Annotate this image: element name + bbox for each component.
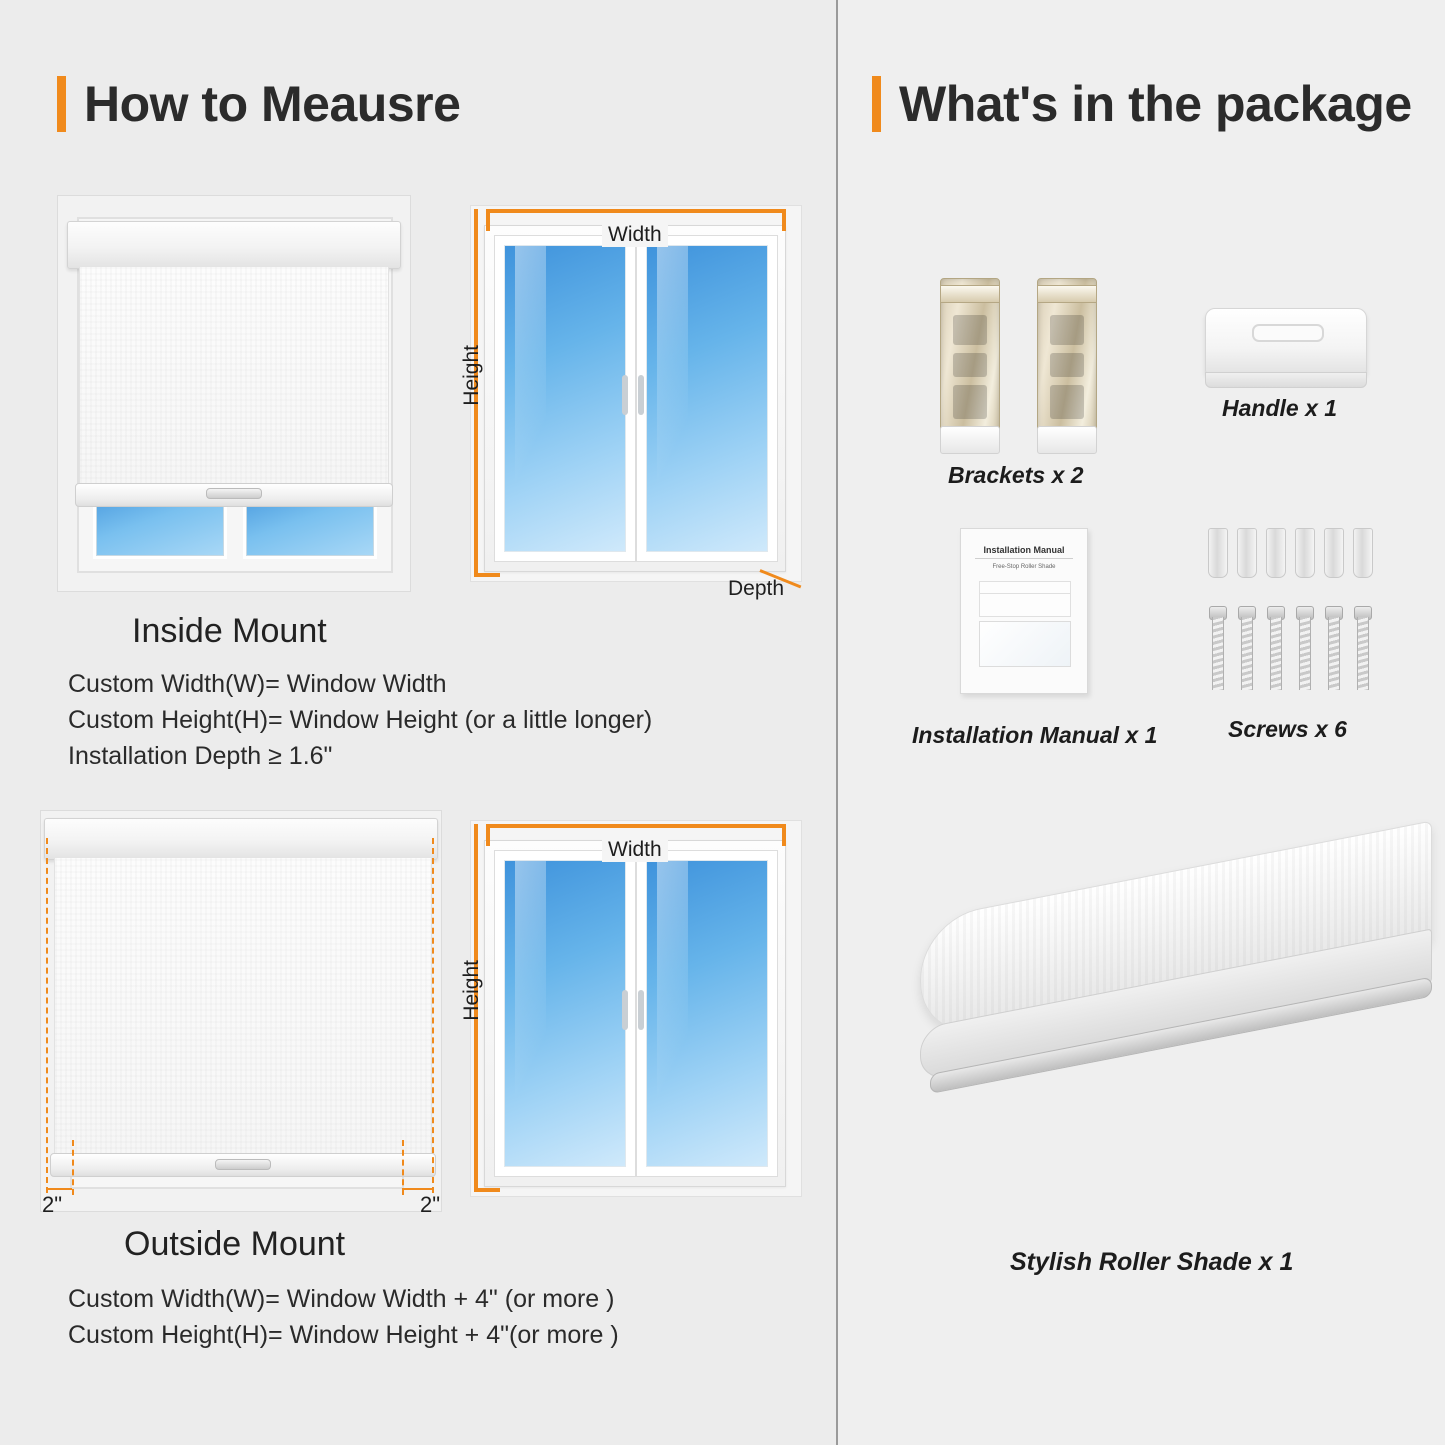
wall-anchor-5 <box>1324 528 1344 578</box>
width-label: Width <box>602 223 668 247</box>
bracket-2 <box>1037 278 1097 445</box>
screw-shaft <box>1270 617 1282 690</box>
screw-shaft <box>1328 617 1340 690</box>
manual-cover-title: Installation Manual <box>975 545 1073 559</box>
manual-row-2 <box>979 593 1071 617</box>
wall-anchor-4 <box>1295 528 1315 578</box>
bracket-1 <box>940 278 1000 445</box>
width-tick-left-2 <box>486 824 490 846</box>
handle-grip-icon <box>1252 324 1324 342</box>
bracket-slot-upper <box>953 315 987 345</box>
overhang-arrow-left <box>46 1188 72 1190</box>
height-label-2: Height <box>460 960 483 1021</box>
inside-mount-spec-1: Custom Height(H)= Window Height (or a little longer) <box>68 706 653 734</box>
panel-divider <box>836 0 838 1445</box>
page-title-how-to-measure <box>57 75 460 133</box>
width-dimension-line-2 <box>486 824 786 828</box>
height-tick-bottom-2 <box>474 1188 500 1192</box>
heading-text: How to Meausre <box>84 76 461 132</box>
width-tick-right-2 <box>782 824 786 846</box>
inside-mount-spec-2: Installation Depth ≥ 1.6" <box>68 742 333 770</box>
manual-cover-subtitle: Free-Stop Roller Shade <box>992 564 1056 570</box>
width-tick-right <box>782 209 786 231</box>
diagram-pane-right <box>646 245 768 552</box>
manual-cover-image <box>979 621 1071 667</box>
bracket-base-1 <box>940 426 1000 454</box>
overhang-label-left: 2" <box>42 1192 63 1217</box>
accent-bar-icon <box>57 76 66 132</box>
depth-label: Depth <box>728 577 785 600</box>
diagram-pane-left-2 <box>504 860 626 1167</box>
outside-mount-measure-diagram <box>460 810 810 1210</box>
wall-anchor-6 <box>1353 528 1373 578</box>
overhang-arrow-right <box>402 1188 432 1190</box>
window-edge-guide-left <box>72 1140 74 1195</box>
shade-pull-handle <box>206 488 262 499</box>
height-tick-bottom <box>474 573 500 577</box>
handle-base <box>1205 372 1367 388</box>
shade-headrail-outside <box>44 818 438 860</box>
heading-text-2: What's in the package <box>899 76 1412 132</box>
bracket-slot-upper-2 <box>1050 315 1084 345</box>
diagram-window-handle-left <box>622 375 628 415</box>
screw-shaft <box>1212 617 1224 690</box>
brackets-caption: Brackets x 2 <box>948 462 1084 488</box>
width-dimension-line <box>486 209 786 213</box>
shade-fabric-outside <box>54 858 432 1155</box>
screw-3 <box>1267 606 1283 690</box>
shade-fabric <box>79 267 389 485</box>
brackets-group <box>940 278 1115 448</box>
wall-anchor-2 <box>1237 528 1257 578</box>
bracket-slot-mid-2 <box>1050 353 1084 377</box>
handle-part <box>1205 308 1367 376</box>
width-tick-left <box>486 209 490 231</box>
overhang-guide-left <box>46 838 48 1193</box>
shade-pull-handle-outside <box>215 1159 271 1170</box>
bracket-slot-lower-2 <box>1050 385 1084 419</box>
height-label: Height <box>460 345 483 406</box>
screw-2 <box>1238 606 1254 690</box>
overhang-label-right: 2" <box>420 1192 441 1217</box>
screw-1 <box>1209 606 1225 690</box>
diagram-pane-left <box>504 245 626 552</box>
diagram-window-handle-right-2 <box>638 990 644 1030</box>
roller-shade-caption: Stylish Roller Shade x 1 <box>1010 1248 1294 1276</box>
outside-mount-shade-illustration <box>40 810 440 1210</box>
screw-6 <box>1354 606 1370 690</box>
screw-5 <box>1325 606 1341 690</box>
diagram-window-handle-right <box>638 375 644 415</box>
handle-caption: Handle x 1 <box>1222 395 1338 421</box>
wall-anchor-1 <box>1208 528 1228 578</box>
width-label-2: Width <box>602 838 668 862</box>
bracket-clip-top-2 <box>1037 285 1097 303</box>
wall-anchor-3 <box>1266 528 1286 578</box>
bracket-slot-mid <box>953 353 987 377</box>
inside-mount-shade-illustration <box>57 195 409 590</box>
roller-shade-product <box>900 880 1440 1210</box>
window-edge-guide-right <box>402 1140 404 1195</box>
diagram-window-handle-left-2 <box>622 990 628 1030</box>
shade-headrail <box>67 221 401 269</box>
outside-mount-title: Outside Mount <box>124 1225 346 1263</box>
screw-shaft <box>1357 617 1369 690</box>
screw-shaft <box>1241 617 1253 690</box>
page-title-whats-in-package <box>872 75 1412 133</box>
inside-mount-title: Inside Mount <box>132 612 327 650</box>
bracket-clip-top <box>940 285 1000 303</box>
overhang-guide-right <box>432 838 434 1193</box>
bracket-slot-lower <box>953 385 987 419</box>
screw-4 <box>1296 606 1312 690</box>
diagram-pane-right-2 <box>646 860 768 1167</box>
installation-manual-part <box>960 528 1088 694</box>
outside-mount-spec-1: Custom Height(H)= Window Height + 4"(or more ) <box>68 1321 619 1349</box>
installation-manual-caption: Installation Manual x 1 <box>912 722 1158 748</box>
screw-shaft <box>1299 617 1311 690</box>
bracket-base-2 <box>1037 426 1097 454</box>
inside-mount-measure-diagram <box>460 195 810 600</box>
screws-group <box>1208 528 1373 693</box>
inside-mount-spec-0: Custom Width(W)= Window Width <box>68 670 447 698</box>
accent-bar-icon-2 <box>872 76 881 132</box>
screws-caption: Screws x 6 <box>1228 716 1347 742</box>
outside-mount-spec-0: Custom Width(W)= Window Width + 4" (or more ) <box>68 1285 615 1313</box>
